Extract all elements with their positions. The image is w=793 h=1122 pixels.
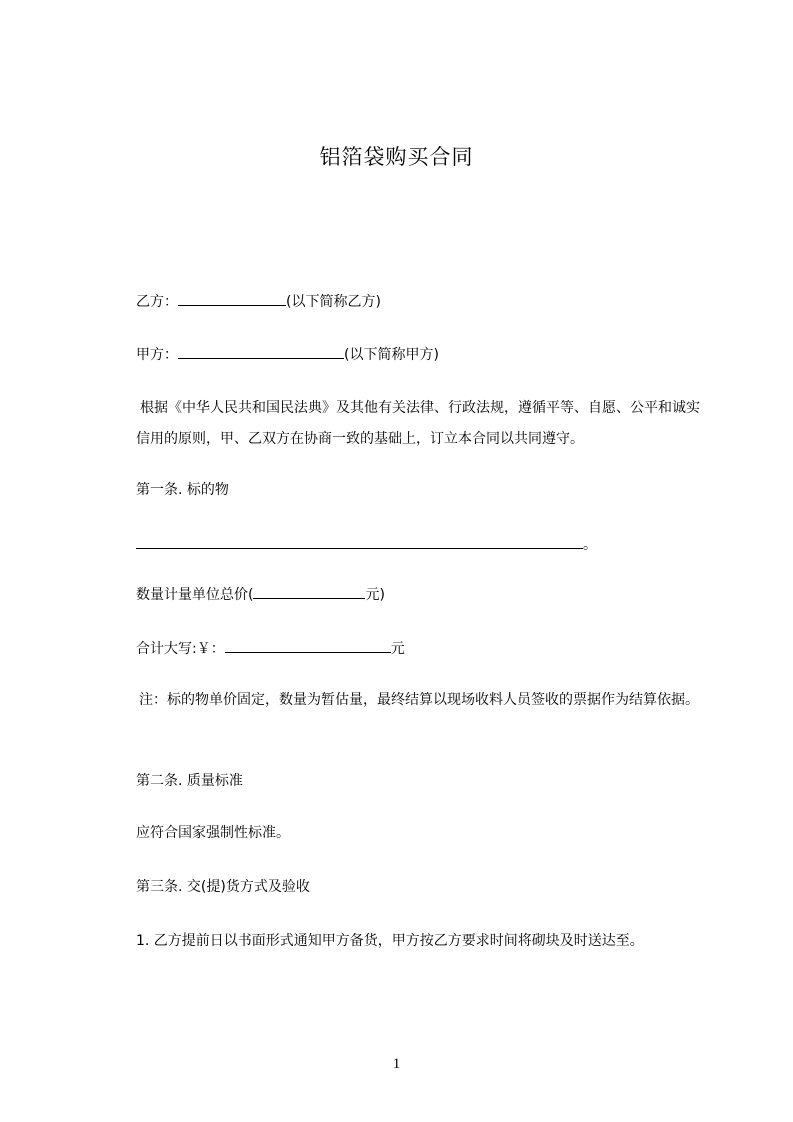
article1-blank-line xyxy=(136,534,597,555)
party-b-blank xyxy=(178,291,286,306)
article2-text: 应符合国家强制性标准。 xyxy=(136,825,290,841)
subject-matter-blank xyxy=(136,534,583,549)
preamble-paragraph: 根据《中华人民共和国民法典》及其他有关法律、行政法规，遵循平等、自愿、公平和诚实信用的原则，甲、乙双方在协商一致的基础上，订立本合同以共同遵守。 xyxy=(136,400,700,447)
page-number: 1 xyxy=(392,1056,401,1072)
party-a-blank xyxy=(178,344,344,359)
total-line xyxy=(136,638,405,659)
document-title: 铝箔袋购买合同 xyxy=(319,145,474,169)
party-b-suffix: (以下简称乙方) xyxy=(286,294,381,310)
note-paragraph: 注：标的物单价固定，数量为暂估量，最终结算以现场收料人员签收的票据作为结算依据。 xyxy=(139,692,699,708)
quantity-suffix: 元) xyxy=(365,587,385,603)
quantity-blank xyxy=(253,584,365,599)
party-a-suffix: (以下简称甲方) xyxy=(344,347,439,363)
party-a-line xyxy=(136,344,439,365)
article1-heading: 第一条. 标的物 xyxy=(136,482,229,498)
party-a-label: 甲方： xyxy=(136,347,178,363)
article3-item1: 1. 乙方提前日以书面形式通知甲方备货，甲方按乙方要求时间将砌块及时送达至。 xyxy=(136,933,644,949)
total-suffix: 元 xyxy=(390,641,405,657)
party-b-label: 乙方： xyxy=(136,294,178,310)
quantity-line xyxy=(136,584,385,605)
article2-heading: 第二条. 质量标准 xyxy=(136,773,243,789)
party-b-line xyxy=(136,291,381,312)
quantity-label: 数量计量单位总价( xyxy=(136,587,254,603)
subject-matter-end: 。 xyxy=(583,537,597,553)
article3-heading: 第三条. 交(提)货方式及验收 xyxy=(136,879,310,895)
total-label: 合计大写:￥： xyxy=(136,641,225,657)
total-blank xyxy=(225,638,391,653)
